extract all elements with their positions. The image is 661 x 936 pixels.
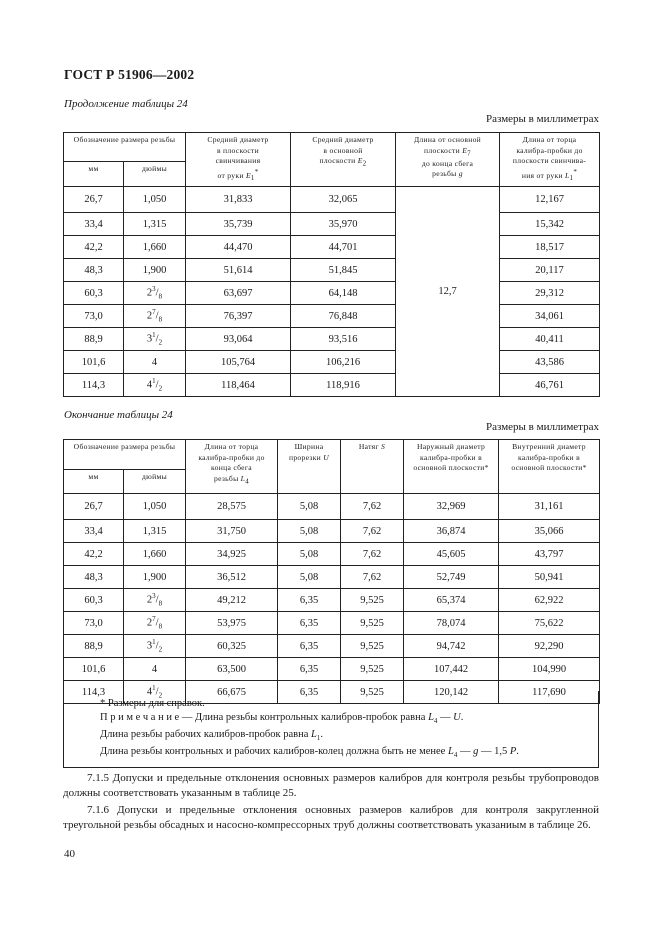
cell-size-inches: $3^1/_2$	[124, 635, 186, 658]
cell-size-mm: 60,3	[64, 282, 124, 305]
cell-l4: 66,675	[186, 681, 278, 704]
cell-size-mm: 88,9	[64, 328, 124, 351]
table-end	[63, 439, 600, 704]
cell-e2: 51,845	[291, 259, 396, 282]
paragraph-7-1-5: 7.1.5 Допуски и предельные отклонения основных размеров калибров для контроля резьбы трубопроводов должны соответствовать указанным в таблице 25.	[63, 772, 599, 799]
th-mean-diameter-hand: Средний диаметр в плоскости свинчивания от руки $E_1^*$	[186, 133, 291, 187]
cell-size-mm: 48,3	[64, 259, 124, 282]
cell-l4: 63,500	[186, 658, 278, 681]
table-row	[64, 658, 600, 681]
table2-caption: Окончание таблицы 24	[64, 409, 173, 421]
table1-units: Размеры в миллиметрах	[486, 113, 599, 125]
cell-inner-d: 75,622	[499, 612, 600, 635]
cell-s: 9,525	[341, 658, 404, 681]
table-continuation	[63, 132, 600, 397]
cell-size-inches: 4	[124, 351, 186, 374]
cell-outer-d: 94,742	[404, 635, 499, 658]
cell-u: 6,35	[278, 589, 341, 612]
cell-size-inches: 1,315	[124, 213, 186, 236]
table-row	[64, 213, 600, 236]
table-row	[64, 187, 600, 213]
th-length-to-runout: Длина от основной плоскости $E_7$ до конца сбега резьбы g	[396, 133, 500, 187]
cell-s: 9,525	[341, 589, 404, 612]
cell-s: 7,62	[341, 566, 404, 589]
cell-size-inches: 1,660	[124, 236, 186, 259]
cell-l4: 34,925	[186, 543, 278, 566]
cell-l1: 29,312	[500, 282, 600, 305]
cell-outer-d: 32,969	[404, 494, 499, 520]
cell-l1: 46,761	[500, 374, 600, 397]
cell-size-inches: 1,900	[124, 259, 186, 282]
cell-size-inches: $2^3/_8$	[124, 589, 186, 612]
cell-size-mm: 26,7	[64, 494, 124, 520]
cell-outer-d: 107,442	[404, 658, 499, 681]
cell-u: 6,35	[278, 658, 341, 681]
cell-size-mm: 88,9	[64, 635, 124, 658]
cell-inner-d: 43,797	[499, 543, 600, 566]
cell-s: 9,525	[341, 635, 404, 658]
table-row	[64, 566, 600, 589]
cell-e2: 76,848	[291, 305, 396, 328]
th-slot-width: Ширина прорезки U	[278, 440, 341, 494]
th-mm: мм	[64, 162, 124, 187]
cell-e2: 106,216	[291, 351, 396, 374]
cell-l4: 53,975	[186, 612, 278, 635]
cell-e1: 31,833	[186, 187, 291, 213]
table-notes	[63, 691, 599, 768]
cell-size-mm: 101,6	[64, 351, 124, 374]
th-length-to-hand-plane: Длина от торца калибра-пробки до плоскости свинчива- ния от руки $L_1^*$	[500, 133, 600, 187]
cell-inner-d: 92,290	[499, 635, 600, 658]
table1-caption: Продолжение таблицы 24	[64, 98, 188, 110]
cell-e1: 76,397	[186, 305, 291, 328]
cell-size-inches: 1,050	[124, 494, 186, 520]
cell-u: 6,35	[278, 612, 341, 635]
cell-e2: 35,970	[291, 213, 396, 236]
th-outer-diameter: Наружный диаметр калибра-пробки в основной плоскости*	[404, 440, 499, 494]
note-working-plug-length: Длина резьбы рабочих калибров-пробок равна $L_1$.	[100, 729, 323, 743]
cell-outer-d: 120,142	[404, 681, 499, 704]
cell-g-merged: 12,7	[396, 187, 500, 397]
cell-l4: 60,325	[186, 635, 278, 658]
cell-size-mm: 33,4	[64, 520, 124, 543]
table-row	[64, 612, 600, 635]
th-inner-diameter: Внутренний диаметр калибра-пробки в основной плоскости*	[499, 440, 600, 494]
cell-size-mm: 42,2	[64, 543, 124, 566]
cell-size-inches: 4	[124, 658, 186, 681]
table-row	[64, 259, 600, 282]
cell-inner-d: 31,161	[499, 494, 600, 520]
cell-u: 6,35	[278, 681, 341, 704]
page-number: 40	[64, 848, 75, 860]
cell-size-inches: $2^7/_8$	[124, 305, 186, 328]
cell-e1: 63,697	[186, 282, 291, 305]
cell-size-mm: 101,6	[64, 658, 124, 681]
table-row	[64, 494, 600, 520]
cell-s: 7,62	[341, 494, 404, 520]
cell-e1: 105,764	[186, 351, 291, 374]
note-reference: * Размеры для справок.	[100, 698, 205, 709]
cell-u: 5,08	[278, 543, 341, 566]
th-inches: дюймы	[124, 162, 186, 187]
document-header: ГОСТ Р 51906—2002	[64, 67, 195, 82]
cell-size-inches: $2^3/_8$	[124, 282, 186, 305]
cell-e1: 35,739	[186, 213, 291, 236]
cell-l1: 12,167	[500, 187, 600, 213]
cell-l4: 28,575	[186, 494, 278, 520]
cell-e2: 93,516	[291, 328, 396, 351]
cell-l4: 49,212	[186, 589, 278, 612]
th-mm-2: мм	[64, 470, 124, 494]
cell-size-mm: 114,3	[64, 681, 124, 704]
cell-s: 9,525	[341, 612, 404, 635]
cell-size-mm: 48,3	[64, 566, 124, 589]
cell-e1: 51,614	[186, 259, 291, 282]
table-row	[64, 374, 600, 397]
cell-size-mm: 73,0	[64, 305, 124, 328]
cell-u: 5,08	[278, 566, 341, 589]
th-thread-designation: Обозначение размера резьбы	[64, 133, 186, 162]
cell-size-mm: 33,4	[64, 213, 124, 236]
cell-l4: 31,750	[186, 520, 278, 543]
cell-l1: 15,342	[500, 213, 600, 236]
cell-e1: 44,470	[186, 236, 291, 259]
note-control-plug-length: П р и м е ч а н и е — Длина резьбы контрольных калибров-пробок равна $L_4$ — U.	[100, 712, 464, 726]
th-length-l4: Длина от торца калибра-пробки до конца сбега резьбы $L_4$	[186, 440, 278, 494]
cell-size-mm: 73,0	[64, 612, 124, 635]
cell-e1: 93,064	[186, 328, 291, 351]
cell-outer-d: 45,605	[404, 543, 499, 566]
cell-e2: 118,916	[291, 374, 396, 397]
cell-size-inches: 1,050	[124, 187, 186, 213]
cell-size-inches: 1,315	[124, 520, 186, 543]
cell-size-inches: $4^1/_2$	[124, 374, 186, 397]
cell-size-mm: 26,7	[64, 187, 124, 213]
cell-size-mm: 114,3	[64, 374, 124, 397]
cell-size-inches: $2^7/_8$	[124, 612, 186, 635]
cell-l4: 36,512	[186, 566, 278, 589]
cell-l1: 18,517	[500, 236, 600, 259]
cell-size-mm: 42,2	[64, 236, 124, 259]
cell-e2: 64,148	[291, 282, 396, 305]
cell-l1: 20,117	[500, 259, 600, 282]
table-row	[64, 328, 600, 351]
cell-u: 5,08	[278, 520, 341, 543]
cell-e1: 118,464	[186, 374, 291, 397]
cell-l1: 34,061	[500, 305, 600, 328]
cell-outer-d: 52,749	[404, 566, 499, 589]
cell-outer-d: 65,374	[404, 589, 499, 612]
table-row	[64, 589, 600, 612]
table-row	[64, 282, 600, 305]
cell-outer-d: 78,074	[404, 612, 499, 635]
cell-inner-d: 62,922	[499, 589, 600, 612]
th-thread-designation-2: Обозначение размера резьбы	[64, 440, 186, 470]
cell-size-inches: $3^1/_2$	[124, 328, 186, 351]
cell-e2: 32,065	[291, 187, 396, 213]
cell-outer-d: 36,874	[404, 520, 499, 543]
th-inches-2: дюймы	[124, 470, 186, 494]
table-row	[64, 635, 600, 658]
note-ring-length: Длина резьбы контрольных и рабочих калибров-колец должна быть не менее $L_4$ — g — 1,5 P.	[100, 746, 519, 760]
paragraph-7-1-6: 7.1.6 Допуски и предельные отклонения основных размеров калибров для контроля закругленной треугольной резьбы обсадных и насосно-компрессорных труб должны соответствовать указаниым в таблице 26.	[63, 804, 599, 831]
cell-size-inches: 1,900	[124, 566, 186, 589]
cell-inner-d: 117,690	[499, 681, 600, 704]
cell-size-mm: 60,3	[64, 589, 124, 612]
cell-s: 7,62	[341, 543, 404, 566]
cell-s: 9,525	[341, 681, 404, 704]
cell-size-inches: $4^1/_2$	[124, 681, 186, 704]
table2-units: Размеры в миллиметрах	[486, 421, 599, 433]
cell-l1: 43,586	[500, 351, 600, 374]
cell-inner-d: 104,990	[499, 658, 600, 681]
table-row	[64, 351, 600, 374]
table-row	[64, 543, 600, 566]
body-text	[63, 771, 599, 835]
cell-size-inches: 1,660	[124, 543, 186, 566]
th-mean-diameter-base: Средний диаметр в основной плоскости $E_2$	[291, 133, 396, 187]
table-row	[64, 305, 600, 328]
table-row	[64, 236, 600, 259]
th-interference: Натяг S	[341, 440, 404, 494]
cell-s: 7,62	[341, 520, 404, 543]
cell-u: 5,08	[278, 494, 341, 520]
table-row	[64, 520, 600, 543]
cell-inner-d: 50,941	[499, 566, 600, 589]
cell-inner-d: 35,066	[499, 520, 600, 543]
cell-e2: 44,701	[291, 236, 396, 259]
cell-u: 6,35	[278, 635, 341, 658]
cell-l1: 40,411	[500, 328, 600, 351]
